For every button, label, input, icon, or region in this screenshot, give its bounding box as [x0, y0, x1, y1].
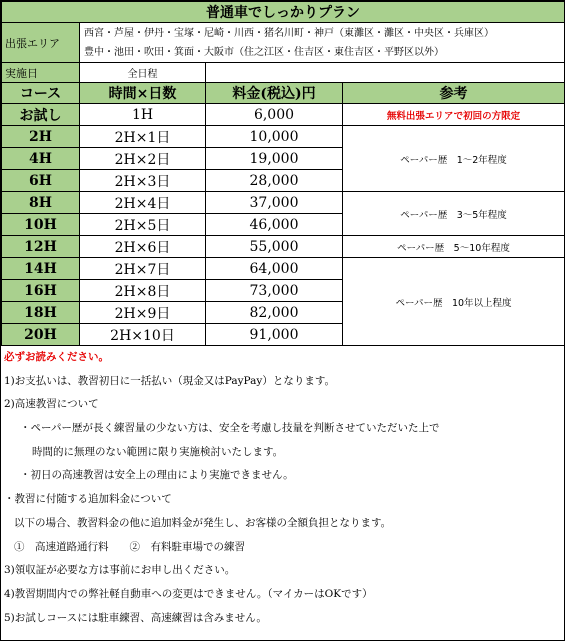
note-line: 5)お試しコースには駐車練習、高速練習は含みません。: [4, 611, 267, 624]
note-line: 4)教習期間内での弊社軽自動車への変更はできません。（マイカーはOKです）: [4, 587, 373, 600]
price-cell: 10,000: [206, 126, 343, 148]
note-group-2: ペーパー歴 3～5年程度: [343, 192, 565, 236]
table-row: [2, 192, 565, 214]
note-line: ・教習に付随する追加料金について: [4, 493, 172, 506]
course-cell: 6H: [2, 170, 80, 192]
time-cell: 2H×7日: [80, 258, 206, 280]
note-group-3: ペーパー歴 5～10年程度: [343, 236, 565, 258]
time-cell: 2H×4日: [80, 192, 206, 214]
note-line: ・初日の高速教習は安全上の理由により実施できません。: [20, 469, 294, 482]
note-line: 時間的に無理のない範囲に限り実施検討いたします。: [32, 445, 284, 458]
course-cell: お試し: [2, 104, 80, 126]
col-note: 参考: [343, 83, 565, 104]
notes-heading: 必ずお読みください。: [4, 351, 109, 363]
price-cell: 37,000: [206, 192, 343, 214]
time-cell: 2H×5日: [80, 214, 206, 236]
note-line: 以下の場合、教習料金の他に追加料金が発生し、お客様の全額負担となります。: [14, 516, 392, 529]
note-line: 3)領収証が必要な方は事前にお申し出ください。: [4, 564, 236, 577]
schedule-label: 実施日: [2, 63, 80, 83]
col-price: 料金(税込)円: [206, 83, 343, 104]
time-cell: 2H×6日: [80, 236, 206, 258]
area-line-1: 西宮・芦屋・伊丹・宝塚・尼崎・川西・猪名川町・神戸（東灘区・灘区・中央区・兵庫区）: [84, 27, 494, 39]
price-cell: 55,000: [206, 236, 343, 258]
time-cell: 2H×3日: [80, 170, 206, 192]
price-cell: 91,000: [206, 324, 343, 346]
time-cell: 2H×2日: [80, 148, 206, 170]
table-row: [2, 104, 565, 126]
schedule-empty: [206, 63, 565, 83]
col-time: 時間×日数: [80, 83, 206, 104]
table-row: [2, 236, 565, 258]
course-cell: 12H: [2, 236, 80, 258]
price-cell: 64,000: [206, 258, 343, 280]
course-cell: 16H: [2, 280, 80, 302]
course-cell: 4H: [2, 148, 80, 170]
course-cell: 14H: [2, 258, 80, 280]
table-row: [2, 126, 565, 148]
area-line-2: 豊中・池田・吹田・箕面・大阪市（住之江区・住吉区・東住吉区・平野区以外）: [84, 46, 444, 58]
note-line: 1)お支払いは、教習初日に一括払い（現金又はPayPay）となります。: [4, 374, 336, 387]
time-cell: 2H×9日: [80, 302, 206, 324]
time-cell: 2H×8日: [80, 280, 206, 302]
area-label: 出張エリア: [2, 23, 80, 63]
trial-note: 無料出張エリアで初回の方限定: [343, 104, 565, 126]
area-value: [80, 23, 565, 63]
course-cell: 10H: [2, 214, 80, 236]
plan-table: [1, 1, 565, 346]
price-cell: 46,000: [206, 214, 343, 236]
price-cell: 19,000: [206, 148, 343, 170]
note-line: 2)高速教習について: [4, 398, 99, 411]
col-course: コース: [2, 83, 80, 104]
plan-title: 普通車でしっかりプラン: [2, 2, 565, 23]
note-line: ① 高速道路通行料 ② 有料駐車場での練習: [14, 540, 245, 553]
table-row: [2, 258, 565, 280]
note-line: ・ペーパー歴が長く練習量の少ない方は、安全を考慮し技量を判断させていただいた上で: [20, 422, 440, 435]
price-cell: 28,000: [206, 170, 343, 192]
note-group-1: ペーパー歴 1～2年程度: [343, 126, 565, 192]
time-cell: 2H×10日: [80, 324, 206, 346]
time-cell: 2H×1日: [80, 126, 206, 148]
footer-notes: [1, 346, 564, 630]
course-cell: 18H: [2, 302, 80, 324]
price-cell: 82,000: [206, 302, 343, 324]
schedule-value: 全日程: [80, 63, 206, 83]
price-cell: 6,000: [206, 104, 343, 126]
price-cell: 73,000: [206, 280, 343, 302]
note-group-4: ペーパー歴 10年以上程度: [343, 258, 565, 346]
course-cell: 8H: [2, 192, 80, 214]
course-cell: 20H: [2, 324, 80, 346]
course-cell: 2H: [2, 126, 80, 148]
time-cell: 1H: [80, 104, 206, 126]
